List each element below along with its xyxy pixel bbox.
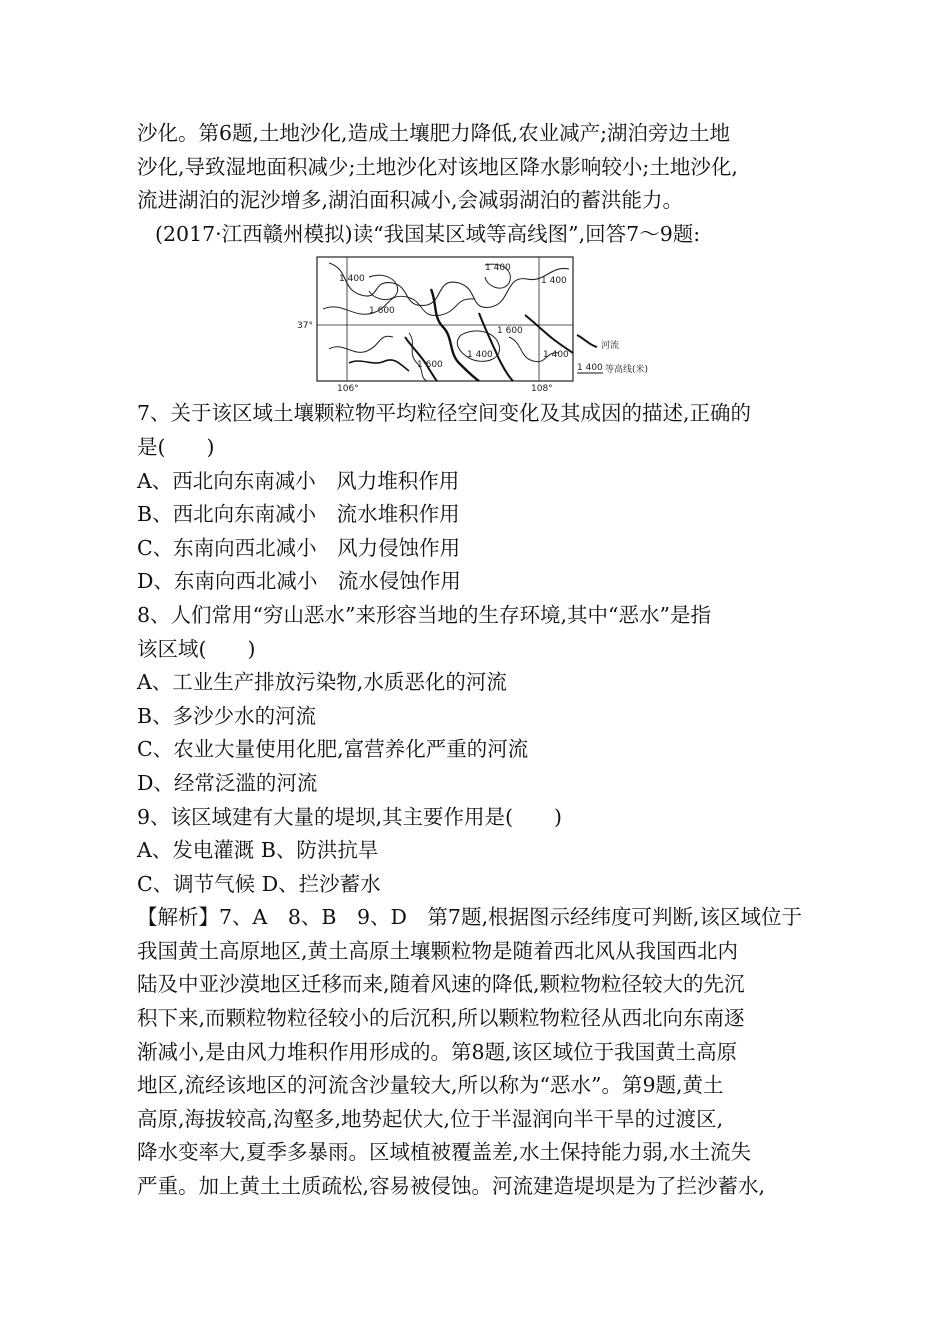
legend-contour-label: 等高线(米) xyxy=(605,365,649,376)
legend-river-label: 河流 xyxy=(601,341,620,352)
analysis-line-5: 渐减小,是由风力堆积作用形成的。第8题,该区域位于我国黄土高原 xyxy=(137,1039,738,1064)
analysis-line-3: 陆及中亚沙漠地区迁移而来,随着风速的降低,颗粒物粒径较大的先沉 xyxy=(137,972,745,997)
contour-label: 1 400 xyxy=(485,263,511,274)
analysis-line-7: 高原,海拔较高,沟壑多,地势起伏大,位于半湿润向半干旱的过渡区, xyxy=(137,1106,724,1131)
longitude-label-108: 108° xyxy=(531,384,553,395)
q9-option-cd: C、调节气候 D、拦沙蓄水 xyxy=(137,871,381,896)
analysis-line-1: 【解析】7、A 8、B 9、D 第7题,根据图示经纬度可判断,该区域位于 xyxy=(137,905,803,930)
analysis-line-9: 严重。加上黄土土质疏松,容易被侵蚀。河流建造堤坝是为了拦沙蓄水, xyxy=(137,1174,766,1199)
question-intro: (2017·江西赣州模拟)读“我国某区域等高线图”,回答7～9题: xyxy=(155,221,701,246)
analysis-line-8: 降水变率大,夏季多暴雨。区域植被覆盖差,水土保持能力弱,水土流失 xyxy=(137,1140,752,1165)
q8-option-d: D、经常泛滥的河流 xyxy=(137,770,318,795)
q7-stem-2: 是( ) xyxy=(137,434,215,459)
q8-stem-2: 该区域( ) xyxy=(137,636,256,661)
q9-option-ab: A、发电灌溉 B、防洪抗旱 xyxy=(137,838,379,863)
contour-map xyxy=(137,253,817,395)
analysis-line-2: 我国黄土高原地区,黄土高原土壤颗粒物是随着西北风从我国西北内 xyxy=(137,938,739,963)
q7-option-a: A、西北向东南减小 风力堆积作用 xyxy=(137,468,460,493)
river-east xyxy=(479,313,513,381)
river-northeast xyxy=(525,315,573,353)
contour-label: 1 400 xyxy=(467,350,493,361)
contour-line-2 xyxy=(323,297,475,316)
intro-line-3: 流进湖泊的泥沙增多,湖泊面积减小,会减弱湖泊的蓄洪能力。 xyxy=(137,188,684,213)
intro-line-1: 沙化。第6题,土地沙化,造成土壤肥力降低,农业减产;湖泊旁边土地 xyxy=(137,121,730,145)
river-southwest xyxy=(349,360,409,371)
q8-option-c: C、农业大量使用化肥,富营养化严重的河流 xyxy=(137,737,529,762)
q9-stem-1: 9、该区域建有大量的堤坝,其主要作用是( ) xyxy=(137,804,563,829)
q8-option-b: B、多沙少水的河流 xyxy=(137,703,317,728)
legend-river-icon xyxy=(577,335,597,347)
longitude-label-106: 106° xyxy=(337,384,359,395)
legend-contour-value: 1 400 xyxy=(577,363,603,374)
river-west xyxy=(405,337,437,381)
contour-map-figure xyxy=(297,253,729,395)
latitude-label: 37° xyxy=(297,321,313,332)
contour-label: 1 600 xyxy=(417,360,443,371)
q8-stem-1: 8、人们常用“穷山恶水”来形容当地的生存环境,其中“恶水”是指 xyxy=(137,602,711,627)
contour-line-3 xyxy=(369,276,398,300)
q7-stem-1: 7、关于该区域土壤颗粒物平均粒径空间变化及其成因的描述,正确的 xyxy=(137,401,752,426)
contour-line-8 xyxy=(329,337,393,353)
analysis-line-4: 积下来,而颗粒物粒径较小的后沉积,所以颗粒物粒径从西北向东南逐 xyxy=(137,1006,745,1031)
q7-option-c: C、东南向西北减小 风力侵蚀作用 xyxy=(137,535,461,560)
analysis-line-6: 地区,流经该地区的河流含沙量较大,所以称为“恶水”。第9题,黄土 xyxy=(137,1073,724,1098)
intro-line-2: 沙化,导致湿地面积减少;土地沙化对该地区降水影响较小;土地沙化, xyxy=(137,154,738,179)
document-page xyxy=(137,117,817,1204)
contour-label: 1 400 xyxy=(339,274,365,285)
q8-option-a: A、工业生产排放污染物,水质恶化的河流 xyxy=(137,670,507,695)
contour-label: 1 600 xyxy=(369,306,395,317)
contour-label: 1 600 xyxy=(497,326,523,337)
q7-option-d: D、东南向西北减小 流水侵蚀作用 xyxy=(137,569,461,594)
contour-line-6 xyxy=(409,333,427,381)
q7-option-b: B、西北向东南减小 流水堆积作用 xyxy=(137,502,460,527)
contour-line-1 xyxy=(329,263,569,307)
contour-label: 1 400 xyxy=(541,276,567,287)
contour-label: 1 400 xyxy=(543,350,569,361)
